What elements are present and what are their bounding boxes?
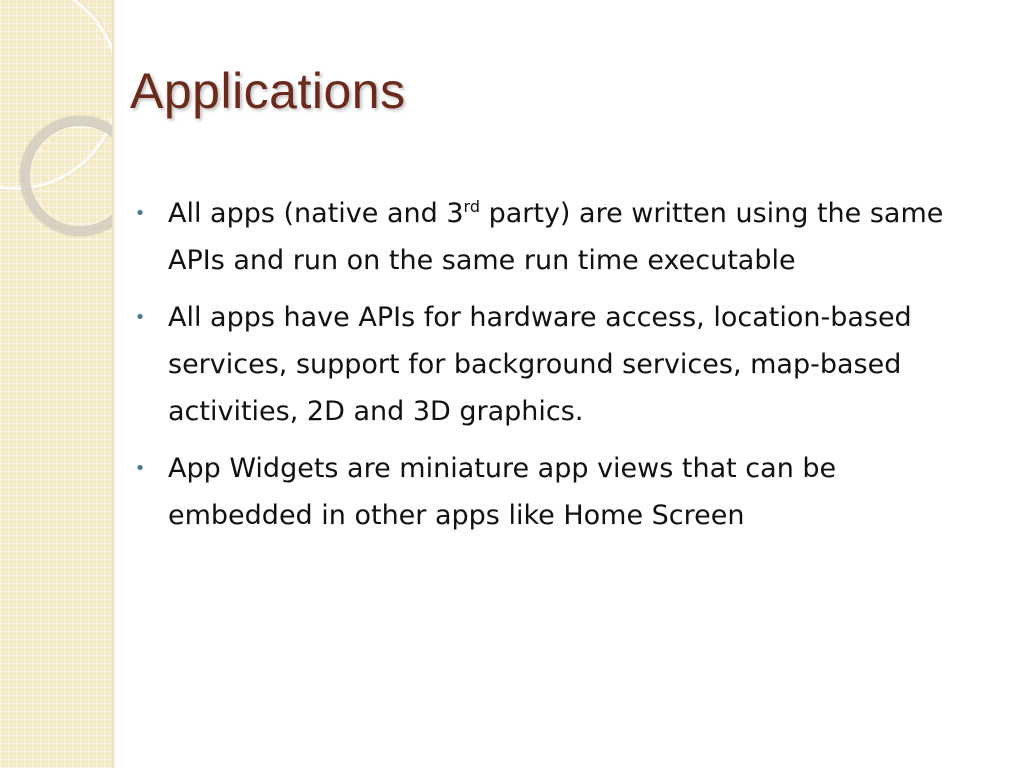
decorative-side-panel [0, 0, 112, 768]
bullet-text-part: All apps (native and 3 [168, 198, 464, 229]
bullet-icon: • [134, 307, 146, 328]
bullet-text: App Widgets are miniature app views that can be embedded in other apps like Home Screen [168, 453, 837, 531]
bullet-icon: • [134, 458, 146, 479]
bullet-text: All apps have APIs for hardware access, location-based services, support for background services, map-based activities, 2D and 3D graphics. [168, 302, 912, 427]
bullet-icon: • [134, 203, 146, 224]
bullet-list [130, 190, 980, 549]
bullet-superscript: rd [463, 197, 480, 216]
bullet-text-part: party) are written using the same APIs and run on the same run time executable [168, 198, 944, 276]
bullet-item-3 [130, 445, 980, 539]
side-panel-edge [112, 0, 116, 768]
bullet-item-2 [130, 294, 980, 435]
slide-title: Applications [130, 63, 406, 119]
bullet-item-1 [130, 190, 980, 284]
